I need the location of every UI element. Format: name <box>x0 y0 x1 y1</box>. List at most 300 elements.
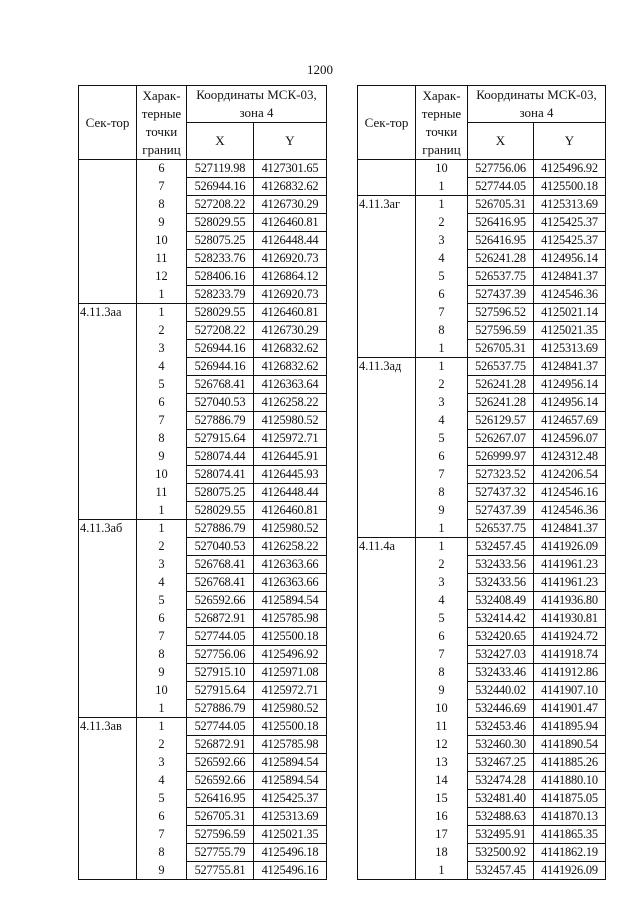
x-coordinate-cell: 526241.28 <box>468 394 534 412</box>
y-coordinate-cell: 4126920.73 <box>254 250 327 268</box>
table-row <box>79 844 327 862</box>
y-coordinate-cell: 4126363.66 <box>254 556 327 574</box>
y-coordinate-cell: 4125313.69 <box>254 808 327 826</box>
x-coordinate-cell: 527915.64 <box>187 682 254 700</box>
y-coordinate-cell: 4124312.48 <box>534 448 606 466</box>
header-points: Харак-терные точки границ <box>137 86 187 160</box>
point-cell: 11 <box>137 250 187 268</box>
y-coordinate-cell: 4126448.44 <box>254 232 327 250</box>
table-row <box>358 664 606 682</box>
sector-cell <box>79 736 137 754</box>
point-cell: 2 <box>416 376 468 394</box>
table-row <box>79 412 327 430</box>
header-x: X <box>468 123 534 160</box>
sector-cell <box>358 628 416 646</box>
point-cell: 4 <box>137 574 187 592</box>
table-row <box>358 448 606 466</box>
sector-cell <box>358 682 416 700</box>
point-cell: 5 <box>416 268 468 286</box>
y-coordinate-cell: 4141918.74 <box>534 646 606 664</box>
table-row <box>79 322 327 340</box>
sector-cell: 4.11.3аа <box>79 304 137 322</box>
x-coordinate-cell: 527755.79 <box>187 844 254 862</box>
table-row <box>358 610 606 628</box>
y-coordinate-cell: 4124546.16 <box>534 484 606 502</box>
table-row <box>358 412 606 430</box>
sector-cell <box>79 358 137 376</box>
point-cell: 7 <box>137 628 187 646</box>
x-coordinate-cell: 526416.95 <box>468 232 534 250</box>
y-coordinate-cell: 4124206.54 <box>534 466 606 484</box>
sector-cell <box>358 610 416 628</box>
x-coordinate-cell: 527596.52 <box>468 304 534 322</box>
sector-cell <box>79 844 137 862</box>
table-row <box>79 178 327 196</box>
y-coordinate-cell: 4141880.10 <box>534 772 606 790</box>
point-cell: 7 <box>416 466 468 484</box>
table-row <box>79 448 327 466</box>
x-coordinate-cell: 532481.40 <box>468 790 534 808</box>
x-coordinate-cell: 526537.75 <box>468 268 534 286</box>
sector-cell <box>358 772 416 790</box>
x-coordinate-cell: 532488.63 <box>468 808 534 826</box>
x-coordinate-cell: 532453.46 <box>468 718 534 736</box>
x-coordinate-cell: 532467.25 <box>468 754 534 772</box>
table-row <box>358 628 606 646</box>
x-coordinate-cell: 527755.81 <box>187 862 254 880</box>
x-coordinate-cell: 532420.65 <box>468 628 534 646</box>
table-row <box>358 484 606 502</box>
y-coordinate-cell: 4141885.26 <box>534 754 606 772</box>
x-coordinate-cell: 527756.06 <box>187 646 254 664</box>
sector-cell <box>79 574 137 592</box>
table-row <box>358 754 606 772</box>
x-coordinate-cell: 528075.25 <box>187 484 254 502</box>
sector-cell <box>79 754 137 772</box>
point-cell: 3 <box>416 574 468 592</box>
table-row <box>358 772 606 790</box>
table-body-left <box>79 160 327 880</box>
table-row <box>79 862 327 880</box>
point-cell: 10 <box>137 232 187 250</box>
y-coordinate-cell: 4124841.37 <box>534 520 606 538</box>
sector-cell <box>79 376 137 394</box>
y-coordinate-cell: 4126258.22 <box>254 538 327 556</box>
table-row <box>79 646 327 664</box>
table-row <box>358 304 606 322</box>
sector-cell <box>358 592 416 610</box>
table-row <box>358 502 606 520</box>
sector-cell <box>358 700 416 718</box>
x-coordinate-cell: 526241.28 <box>468 376 534 394</box>
point-cell: 6 <box>416 628 468 646</box>
x-coordinate-cell: 526705.31 <box>187 808 254 826</box>
y-coordinate-cell: 4125021.35 <box>254 826 327 844</box>
table-row <box>79 268 327 286</box>
table-row <box>79 682 327 700</box>
table-body-right <box>358 160 606 880</box>
table-row <box>79 556 327 574</box>
sector-cell <box>79 592 137 610</box>
x-coordinate-cell: 527744.05 <box>187 628 254 646</box>
y-coordinate-cell: 4125971.08 <box>254 664 327 682</box>
sector-cell <box>79 214 137 232</box>
x-coordinate-cell: 527323.52 <box>468 466 534 484</box>
y-coordinate-cell: 4126730.29 <box>254 196 327 214</box>
point-cell: 4 <box>137 358 187 376</box>
point-cell: 7 <box>416 646 468 664</box>
x-coordinate-cell: 526705.31 <box>468 340 534 358</box>
y-coordinate-cell: 4141926.09 <box>534 538 606 556</box>
table-row <box>79 790 327 808</box>
y-coordinate-cell: 4126832.62 <box>254 358 327 376</box>
table-row <box>79 772 327 790</box>
x-coordinate-cell: 526592.66 <box>187 772 254 790</box>
point-cell: 4 <box>416 412 468 430</box>
x-coordinate-cell: 526592.66 <box>187 754 254 772</box>
y-coordinate-cell: 4126920.73 <box>254 286 327 304</box>
x-coordinate-cell: 526872.91 <box>187 610 254 628</box>
table-row <box>358 358 606 376</box>
table-row <box>79 808 327 826</box>
sector-cell <box>358 430 416 448</box>
coordinates-table-left <box>78 85 327 880</box>
y-coordinate-cell: 4141930.81 <box>534 610 606 628</box>
x-coordinate-cell: 527744.05 <box>468 178 534 196</box>
x-coordinate-cell: 528406.16 <box>187 268 254 286</box>
point-cell: 9 <box>137 214 187 232</box>
y-coordinate-cell: 4125496.92 <box>254 646 327 664</box>
x-coordinate-cell: 526872.91 <box>187 736 254 754</box>
point-cell: 4 <box>416 250 468 268</box>
table-row <box>79 358 327 376</box>
y-coordinate-cell: 4126445.93 <box>254 466 327 484</box>
point-cell: 9 <box>416 502 468 520</box>
point-cell: 10 <box>137 682 187 700</box>
sector-cell <box>79 232 137 250</box>
y-coordinate-cell: 4141961.23 <box>534 556 606 574</box>
table-row <box>79 286 327 304</box>
y-coordinate-cell: 4141926.09 <box>534 862 606 880</box>
y-coordinate-cell: 4141862.19 <box>534 844 606 862</box>
x-coordinate-cell: 528029.55 <box>187 304 254 322</box>
sector-cell <box>79 160 137 178</box>
sector-cell <box>79 340 137 358</box>
table-row <box>358 646 606 664</box>
point-cell: 4 <box>137 772 187 790</box>
table-row <box>358 556 606 574</box>
sector-cell <box>79 664 137 682</box>
x-coordinate-cell: 526537.75 <box>468 520 534 538</box>
y-coordinate-cell: 4141895.94 <box>534 718 606 736</box>
x-coordinate-cell: 532440.02 <box>468 682 534 700</box>
point-cell: 11 <box>416 718 468 736</box>
y-coordinate-cell: 4125500.18 <box>254 628 327 646</box>
sector-cell <box>358 268 416 286</box>
y-coordinate-cell: 4124841.37 <box>534 358 606 376</box>
table-row <box>79 232 327 250</box>
table-row <box>358 700 606 718</box>
sector-cell <box>79 772 137 790</box>
sector-cell <box>358 826 416 844</box>
point-cell: 4 <box>416 592 468 610</box>
point-cell: 5 <box>137 790 187 808</box>
point-cell: 9 <box>137 862 187 880</box>
sector-cell <box>79 700 137 718</box>
x-coordinate-cell: 526416.95 <box>187 790 254 808</box>
point-cell: 14 <box>416 772 468 790</box>
point-cell: 6 <box>416 286 468 304</box>
header-sector: Сек-тор <box>358 86 416 160</box>
page-number: 1200 <box>307 62 333 77</box>
point-cell: 7 <box>416 304 468 322</box>
y-coordinate-cell: 4126363.66 <box>254 574 327 592</box>
point-cell: 16 <box>416 808 468 826</box>
sector-cell <box>358 232 416 250</box>
sector-cell <box>79 286 137 304</box>
y-coordinate-cell: 4125785.98 <box>254 610 327 628</box>
point-cell: 12 <box>137 268 187 286</box>
header-y: Y <box>534 123 606 160</box>
point-cell: 6 <box>137 610 187 628</box>
y-coordinate-cell: 4125313.69 <box>534 196 606 214</box>
y-coordinate-cell: 4125496.18 <box>254 844 327 862</box>
x-coordinate-cell: 527596.59 <box>187 826 254 844</box>
point-cell: 18 <box>416 844 468 862</box>
point-cell: 1 <box>416 178 468 196</box>
table-row <box>358 214 606 232</box>
point-cell: 5 <box>416 430 468 448</box>
x-coordinate-cell: 528074.41 <box>187 466 254 484</box>
x-coordinate-cell: 528233.76 <box>187 250 254 268</box>
table-row <box>358 844 606 862</box>
table-row <box>79 520 327 538</box>
y-coordinate-cell: 4125496.92 <box>534 160 606 178</box>
table-row <box>79 304 327 322</box>
sector-cell <box>358 718 416 736</box>
header-y: Y <box>254 123 327 160</box>
header-points: Харак-терные точки границ <box>416 86 468 160</box>
sector-cell <box>358 412 416 430</box>
y-coordinate-cell: 4125980.52 <box>254 700 327 718</box>
sector-cell: 4.11.3аб <box>79 520 137 538</box>
point-cell: 15 <box>416 790 468 808</box>
point-cell: 2 <box>416 214 468 232</box>
sector-cell <box>358 520 416 538</box>
y-coordinate-cell: 4125785.98 <box>254 736 327 754</box>
header-coordinates: Координаты МСК-03, зона 4 <box>468 86 606 123</box>
point-cell: 9 <box>137 448 187 466</box>
point-cell: 7 <box>137 178 187 196</box>
table-row <box>358 574 606 592</box>
sector-cell <box>79 628 137 646</box>
x-coordinate-cell: 532457.45 <box>468 862 534 880</box>
sector-cell <box>358 862 416 880</box>
table-row <box>358 682 606 700</box>
point-cell: 5 <box>416 610 468 628</box>
x-coordinate-cell: 532500.92 <box>468 844 534 862</box>
table-row <box>358 718 606 736</box>
point-cell: 2 <box>137 538 187 556</box>
point-cell: 7 <box>137 412 187 430</box>
sector-cell <box>79 484 137 502</box>
x-coordinate-cell: 532495.91 <box>468 826 534 844</box>
table-row <box>79 484 327 502</box>
x-coordinate-cell: 532433.46 <box>468 664 534 682</box>
table-row <box>358 268 606 286</box>
y-coordinate-cell: 4125972.71 <box>254 430 327 448</box>
x-coordinate-cell: 526768.41 <box>187 376 254 394</box>
y-coordinate-cell: 4124841.37 <box>534 268 606 286</box>
sector-cell <box>79 862 137 880</box>
y-coordinate-cell: 4124657.69 <box>534 412 606 430</box>
sector-cell <box>79 448 137 466</box>
sector-cell <box>358 502 416 520</box>
table-row <box>79 394 327 412</box>
sector-cell <box>79 538 137 556</box>
sector-cell: 4.11.3аг <box>358 196 416 214</box>
sector-cell <box>79 790 137 808</box>
header-coordinates: Координаты МСК-03, зона 4 <box>187 86 327 123</box>
point-cell: 8 <box>137 844 187 862</box>
y-coordinate-cell: 4124956.14 <box>534 376 606 394</box>
table-row <box>79 700 327 718</box>
table-row <box>79 826 327 844</box>
y-coordinate-cell: 4126460.81 <box>254 304 327 322</box>
x-coordinate-cell: 532433.56 <box>468 574 534 592</box>
point-cell: 1 <box>416 340 468 358</box>
y-coordinate-cell: 4125980.52 <box>254 412 327 430</box>
x-coordinate-cell: 527208.22 <box>187 196 254 214</box>
x-coordinate-cell: 527915.10 <box>187 664 254 682</box>
x-coordinate-cell: 528029.55 <box>187 214 254 232</box>
point-cell: 6 <box>416 448 468 466</box>
table-row <box>79 430 327 448</box>
sector-cell <box>79 466 137 484</box>
point-cell: 11 <box>137 484 187 502</box>
sector-cell <box>79 610 137 628</box>
table-row <box>358 520 606 538</box>
y-coordinate-cell: 4126363.64 <box>254 376 327 394</box>
table-row <box>358 286 606 304</box>
sector-cell: 4.11.4а <box>358 538 416 556</box>
point-cell: 13 <box>416 754 468 772</box>
x-coordinate-cell: 526537.75 <box>468 358 534 376</box>
sector-cell <box>79 178 137 196</box>
y-coordinate-cell: 4126730.29 <box>254 322 327 340</box>
y-coordinate-cell: 4126864.12 <box>254 268 327 286</box>
x-coordinate-cell: 532457.45 <box>468 538 534 556</box>
y-coordinate-cell: 4141961.23 <box>534 574 606 592</box>
table-row <box>79 376 327 394</box>
sector-cell <box>79 808 137 826</box>
x-coordinate-cell: 526768.41 <box>187 556 254 574</box>
table-row <box>79 160 327 178</box>
sector-cell <box>358 448 416 466</box>
x-coordinate-cell: 532460.30 <box>468 736 534 754</box>
sector-cell <box>79 556 137 574</box>
y-coordinate-cell: 4125894.54 <box>254 592 327 610</box>
x-coordinate-cell: 527040.53 <box>187 538 254 556</box>
table-row <box>79 214 327 232</box>
sector-cell <box>79 826 137 844</box>
x-coordinate-cell: 532433.56 <box>468 556 534 574</box>
x-coordinate-cell: 532474.28 <box>468 772 534 790</box>
sector-cell <box>358 808 416 826</box>
sector-cell <box>358 214 416 232</box>
y-coordinate-cell: 4126832.62 <box>254 178 327 196</box>
sector-cell <box>358 394 416 412</box>
x-coordinate-cell: 528029.55 <box>187 502 254 520</box>
point-cell: 3 <box>137 556 187 574</box>
sector-cell: 4.11.3ад <box>358 358 416 376</box>
point-cell: 8 <box>137 196 187 214</box>
x-coordinate-cell: 527886.79 <box>187 700 254 718</box>
header-sector: Сек-тор <box>79 86 137 160</box>
point-cell: 1 <box>137 700 187 718</box>
point-cell: 6 <box>137 160 187 178</box>
point-cell: 1 <box>416 196 468 214</box>
point-cell: 8 <box>416 484 468 502</box>
y-coordinate-cell: 4125500.18 <box>534 178 606 196</box>
point-cell: 3 <box>137 340 187 358</box>
table-row <box>79 196 327 214</box>
point-cell: 1 <box>137 304 187 322</box>
header-x: X <box>187 123 254 160</box>
x-coordinate-cell: 527437.39 <box>468 286 534 304</box>
table-row <box>79 574 327 592</box>
point-cell: 1 <box>416 862 468 880</box>
table-row <box>79 628 327 646</box>
table-row <box>358 736 606 754</box>
x-coordinate-cell: 527744.05 <box>187 718 254 736</box>
sector-cell <box>358 178 416 196</box>
x-coordinate-cell: 527915.64 <box>187 430 254 448</box>
sector-cell <box>79 394 137 412</box>
table-row <box>358 538 606 556</box>
y-coordinate-cell: 4126460.81 <box>254 502 327 520</box>
sector-cell <box>358 646 416 664</box>
y-coordinate-cell: 4125496.16 <box>254 862 327 880</box>
point-cell: 3 <box>416 394 468 412</box>
coordinates-table-right <box>357 85 606 880</box>
x-coordinate-cell: 526416.95 <box>468 214 534 232</box>
table-row <box>358 790 606 808</box>
point-cell: 1 <box>416 520 468 538</box>
y-coordinate-cell: 4141901.47 <box>534 700 606 718</box>
y-coordinate-cell: 4126460.81 <box>254 214 327 232</box>
x-coordinate-cell: 526129.57 <box>468 412 534 430</box>
table-row <box>358 232 606 250</box>
table-row <box>79 466 327 484</box>
y-coordinate-cell: 4125425.37 <box>534 232 606 250</box>
table-row <box>79 610 327 628</box>
x-coordinate-cell: 527886.79 <box>187 520 254 538</box>
table-row <box>358 160 606 178</box>
sector-cell <box>79 430 137 448</box>
x-coordinate-cell: 527208.22 <box>187 322 254 340</box>
point-cell: 1 <box>137 520 187 538</box>
table-row <box>358 862 606 880</box>
x-coordinate-cell: 526944.16 <box>187 358 254 376</box>
table-row <box>79 754 327 772</box>
y-coordinate-cell: 4125021.35 <box>534 322 606 340</box>
table-row <box>358 826 606 844</box>
point-cell: 10 <box>137 466 187 484</box>
x-coordinate-cell: 526592.66 <box>187 592 254 610</box>
table-row <box>358 592 606 610</box>
x-coordinate-cell: 526944.16 <box>187 178 254 196</box>
